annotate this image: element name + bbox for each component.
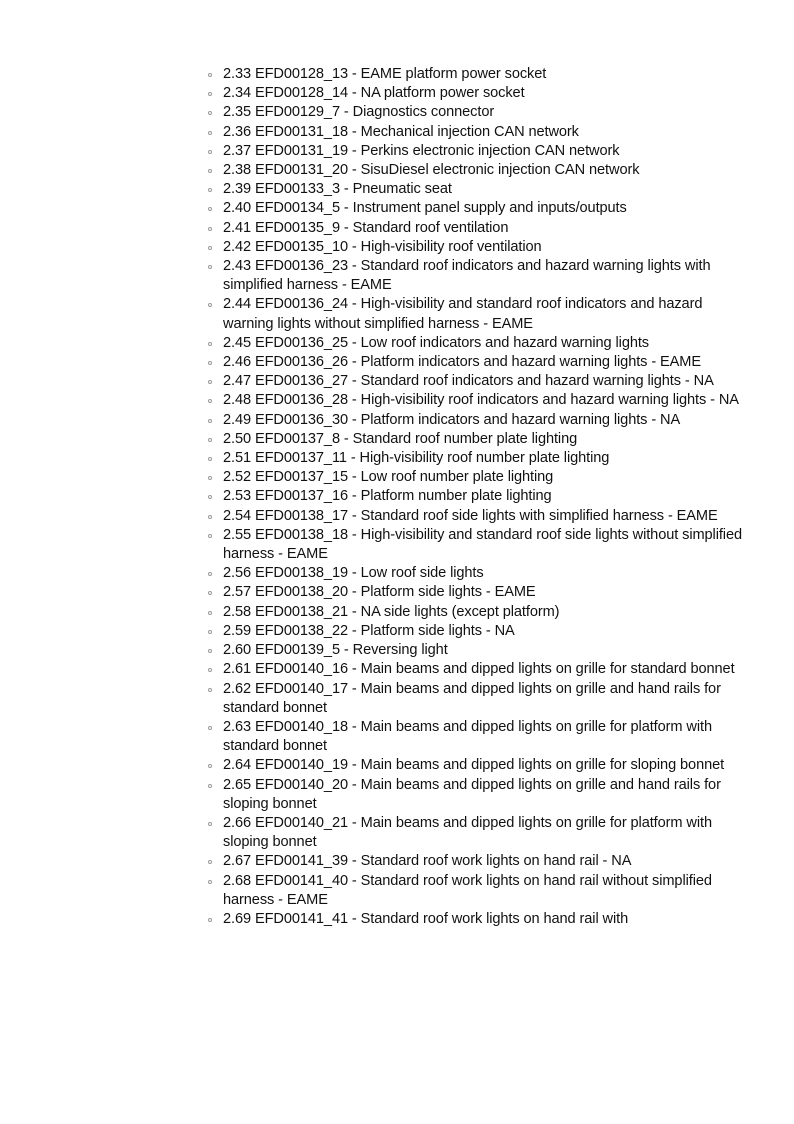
toc-entry-link[interactable] (207, 411, 747, 430)
toc-entry-text: 2.38 EFD00131_20 - SisuDiesel electronic injection CAN network (223, 162, 640, 179)
toc-entry-text: 2.36 EFD00131_18 - Mechanical injection CAN network (223, 123, 579, 140)
toc-entry-link[interactable] (207, 391, 747, 410)
circle-bullet-icon (208, 688, 212, 692)
table-of-contents-list (207, 65, 747, 929)
circle-bullet-icon (208, 476, 212, 480)
toc-entry-text: 2.59 EFD00138_22 - Platform side lights - NA (223, 622, 515, 639)
toc-entry-text: 2.47 EFD00136_27 - Standard roof indicators and hazard warning lights - NA (223, 373, 714, 390)
toc-entry-link[interactable] (207, 660, 747, 679)
toc-entry-text: 2.68 EFD00141_40 - Standard roof work lights on hand rail without simplified harness - EAME (223, 872, 712, 908)
circle-bullet-icon (208, 572, 212, 576)
toc-entry-link[interactable] (207, 180, 747, 199)
circle-bullet-icon (208, 246, 212, 250)
toc-entry-text: 2.65 EFD00140_20 - Main beams and dipped lights on grille and hand rails for sloping bonnet (223, 776, 721, 812)
toc-entry-text: 2.49 EFD00136_30 - Platform indicators and hazard warning lights - NA (223, 411, 681, 428)
toc-entry-link[interactable] (207, 103, 747, 122)
circle-bullet-icon (208, 880, 212, 884)
circle-bullet-icon (208, 515, 212, 519)
toc-entry-text: 2.56 EFD00138_19 - Low roof side lights (223, 565, 484, 582)
circle-bullet-icon (208, 860, 212, 864)
circle-bullet-icon (208, 668, 212, 672)
toc-entry-link[interactable] (207, 564, 747, 583)
toc-entry-link[interactable] (207, 526, 747, 564)
toc-entry-text: 2.55 EFD00138_18 - High-visibility and standard roof side lights without simplified harness - EAME (223, 526, 742, 563)
toc-entry-text: 2.58 EFD00138_21 - NA side lights (except platform) (223, 603, 560, 620)
toc-entry-link[interactable] (207, 372, 747, 391)
toc-entry-text: 2.35 EFD00129_7 - Diagnostics connector (223, 104, 495, 121)
toc-entry-text: 2.69 EFD00141_41 - Standard roof work lights on hand rail with (223, 910, 629, 927)
toc-entry-text: 2.39 EFD00133_3 - Pneumatic seat (223, 181, 452, 198)
circle-bullet-icon (208, 361, 212, 365)
toc-entry-link[interactable] (207, 680, 747, 718)
toc-entry-text: 2.33 EFD00128_13 - EAME platform power socket (223, 66, 547, 82)
toc-entry-link[interactable] (207, 776, 747, 814)
circle-bullet-icon (208, 380, 212, 384)
toc-entry-text: 2.66 EFD00140_21 - Main beams and dipped lights on grille for platform with sloping bonnet (223, 814, 712, 851)
circle-bullet-icon (208, 111, 212, 115)
toc-entry-text: 2.46 EFD00136_26 - Platform indicators and hazard warning lights - EAME (223, 354, 701, 371)
toc-entry-text: 2.64 EFD00140_19 - Main beams and dipped lights on grille for sloping bonnet (223, 757, 725, 774)
toc-entry-link[interactable] (207, 161, 747, 180)
toc-entry-link[interactable] (207, 814, 747, 852)
toc-entry-text: 2.41 EFD00135_9 - Standard roof ventilation (223, 219, 509, 236)
toc-entry-text: 2.48 EFD00136_28 - High-visibility roof indicators and hazard warning lights - NA (223, 392, 739, 409)
toc-entry-text: 2.52 EFD00137_15 - Low roof number plate lighting (223, 469, 554, 486)
circle-bullet-icon (208, 342, 212, 346)
toc-entry-text: 2.45 EFD00136_25 - Low roof indicators and hazard warning lights (223, 334, 649, 351)
circle-bullet-icon (208, 169, 212, 173)
circle-bullet-icon (208, 784, 212, 788)
toc-entry-text: 2.44 EFD00136_24 - High-visibility and standard roof indicators and hazard warning lights without simplified harness - EAME (223, 296, 703, 332)
circle-bullet-icon (208, 611, 212, 615)
circle-bullet-icon (208, 303, 212, 307)
toc-entry-link[interactable] (207, 852, 747, 871)
circle-bullet-icon (208, 188, 212, 192)
toc-entry-text: 2.62 EFD00140_17 - Main beams and dipped lights on grille and hand rails for standard bonnet (223, 680, 721, 716)
circle-bullet-icon (208, 457, 212, 461)
toc-entry-link[interactable] (207, 353, 747, 372)
toc-entry-link[interactable] (207, 449, 747, 468)
circle-bullet-icon (208, 399, 212, 403)
circle-bullet-icon (208, 419, 212, 423)
toc-entry-link[interactable] (207, 641, 747, 660)
toc-entry-text: 2.43 EFD00136_23 - Standard roof indicators and hazard warning lights with simplified harness - EAME (223, 258, 711, 294)
toc-entry-link[interactable] (207, 123, 747, 142)
toc-entry-text: 2.53 EFD00137_16 - Platform number plate lighting (223, 488, 552, 505)
toc-entry-link[interactable] (207, 468, 747, 487)
toc-entry-link[interactable] (207, 507, 747, 526)
toc-entry-link[interactable] (207, 334, 747, 353)
toc-entry-text: 2.40 EFD00134_5 - Instrument panel supply and inputs/outputs (223, 200, 627, 217)
toc-entry-link[interactable] (207, 257, 747, 295)
circle-bullet-icon (208, 131, 212, 135)
toc-entry-link[interactable] (207, 603, 747, 622)
toc-entry-link[interactable] (207, 487, 747, 506)
toc-entry-text: 2.34 EFD00128_14 - NA platform power socket (223, 85, 525, 102)
toc-entry-link[interactable] (207, 583, 747, 602)
toc-entry-text: 2.54 EFD00138_17 - Standard roof side lights with simplified harness - EAME (223, 507, 718, 524)
toc-entry-text: 2.57 EFD00138_20 - Platform side lights - EAME (223, 584, 536, 601)
circle-bullet-icon (208, 726, 212, 730)
circle-bullet-icon (208, 822, 212, 826)
circle-bullet-icon (208, 918, 212, 922)
circle-bullet-icon (208, 227, 212, 231)
toc-entry-text: 2.67 EFD00141_39 - Standard roof work lights on hand rail - NA (223, 853, 632, 870)
toc-entry-text: 2.42 EFD00135_10 - High-visibility roof ventilation (223, 238, 542, 255)
toc-entry-text: 2.61 EFD00140_16 - Main beams and dipped lights on grille for standard bonnet (223, 661, 735, 678)
circle-bullet-icon (208, 92, 212, 96)
circle-bullet-icon (208, 265, 212, 269)
toc-entry-text: 2.60 EFD00139_5 - Reversing light (223, 642, 448, 659)
toc-entry-link[interactable] (207, 430, 747, 449)
circle-bullet-icon (208, 207, 212, 211)
circle-bullet-icon (208, 73, 212, 77)
toc-entry-link[interactable] (207, 65, 747, 84)
toc-entry-link[interactable] (207, 219, 747, 238)
toc-entry-link[interactable] (207, 756, 747, 775)
circle-bullet-icon (208, 438, 212, 442)
circle-bullet-icon (208, 534, 212, 538)
toc-entry-link[interactable] (207, 910, 747, 929)
toc-entry-text: 2.50 EFD00137_8 - Standard roof number plate lighting (223, 430, 578, 447)
toc-entry-link[interactable] (207, 238, 747, 257)
toc-entry-link[interactable] (207, 84, 747, 103)
toc-entry-link[interactable] (207, 718, 747, 756)
circle-bullet-icon (208, 630, 212, 634)
circle-bullet-icon (208, 649, 212, 653)
toc-entry-text: 2.37 EFD00131_19 - Perkins electronic injection CAN network (223, 142, 620, 159)
circle-bullet-icon (208, 495, 212, 499)
toc-entry-link[interactable] (207, 142, 747, 161)
toc-entry-text: 2.51 EFD00137_11 - High-visibility roof number plate lighting (223, 450, 610, 467)
circle-bullet-icon (208, 150, 212, 154)
toc-entry-link[interactable] (207, 199, 747, 218)
circle-bullet-icon (208, 764, 212, 768)
toc-entry-link[interactable] (207, 872, 747, 910)
toc-entry-text: 2.63 EFD00140_18 - Main beams and dipped lights on grille for platform with standard bonnet (223, 718, 712, 755)
toc-entry-link[interactable] (207, 622, 747, 641)
toc-entry-link[interactable] (207, 295, 747, 333)
circle-bullet-icon (208, 591, 212, 595)
